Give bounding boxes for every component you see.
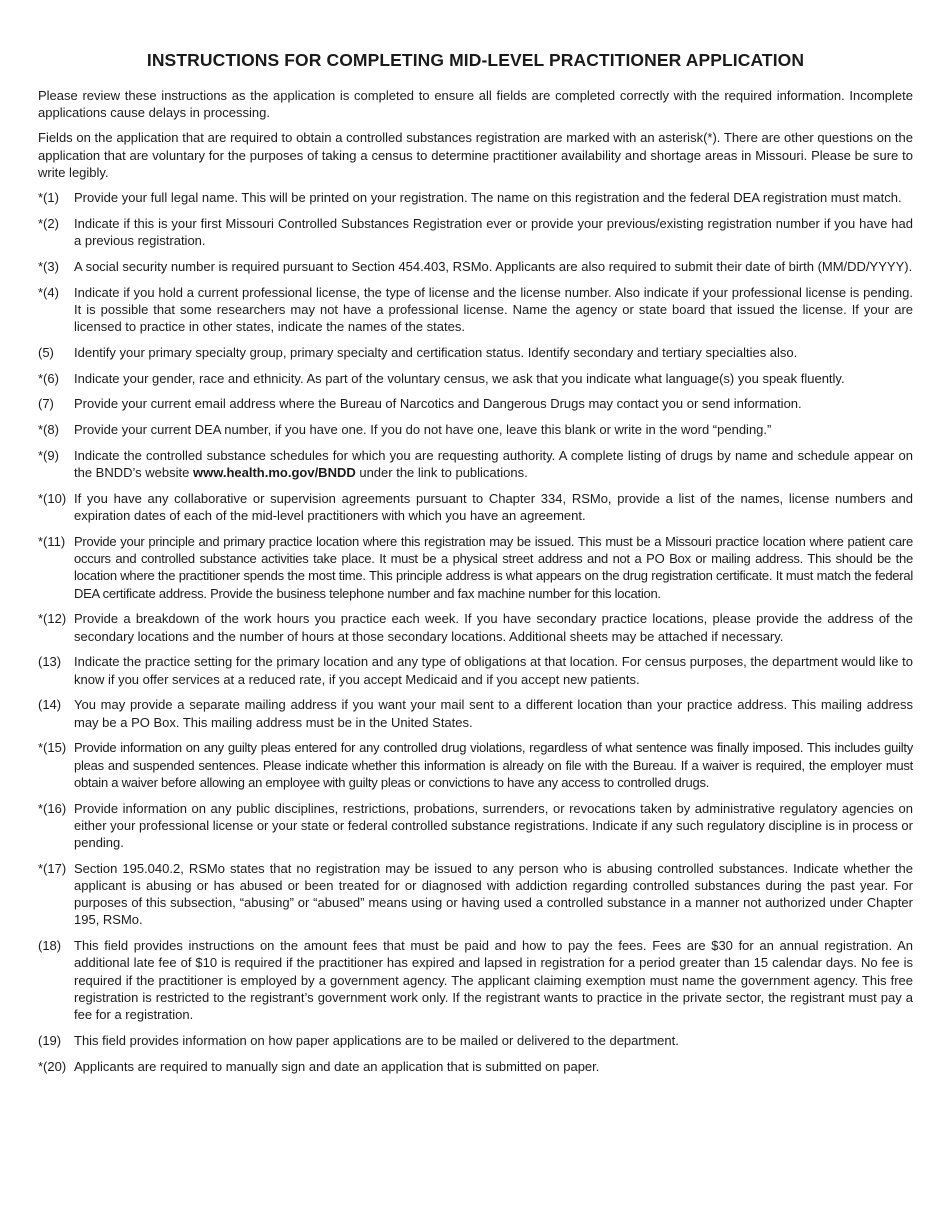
- item-number: *(15): [38, 740, 67, 756]
- instruction-item-14: [38, 696, 913, 730]
- item-number: *(8): [38, 422, 59, 438]
- item-text: A social security number is required pursuant to Section 454.403, RSMo. Applicants are also required to submit their date of birth (MM/DD/YYYY).: [74, 258, 913, 274]
- item-number: (7): [38, 396, 54, 412]
- instruction-item-12: [38, 610, 913, 644]
- item-number: *(2): [38, 215, 59, 231]
- instruction-item-7: [38, 395, 913, 412]
- item-number: *(1): [38, 190, 59, 206]
- item-text: [74, 447, 913, 481]
- item-number: *(12): [38, 611, 67, 627]
- item-text: Provide information on any guilty pleas entered for any controlled drug violations, regardless of what sentence was finally imposed. This includes guilty pleas and suspended sentences. Please indicate whether this information is already on file with the Bureau. If a waiver is required, the employer must obtain a waiver before allowing an employee with guilty pleas or convictions to have any access to controlled drugs.: [74, 740, 913, 790]
- page-title: INSTRUCTIONS FOR COMPLETING MID-LEVEL PRACTITIONER APPLICATION: [146, 50, 805, 70]
- instruction-item-8: [38, 421, 913, 438]
- instruction-item-16: [38, 800, 913, 852]
- bndd-website-link[interactable]: www.health.mo.gov/BNDD: [192, 465, 356, 481]
- item-text: You may provide a separate mailing address if you want your mail sent to a different location than your practice address. This mailing address may be a PO Box. This mailing address must be in the United States.: [74, 697, 913, 730]
- item-text: Provide a breakdown of the work hours you practice each week. If you have secondary practice locations, please provide the address of the secondary locations and the number of hours at those secondary locations. Additional sheets may be attached if necessary.: [74, 611, 913, 644]
- item-text: Indicate if you hold a current professional license, the type of license and the license number. Also indicate if your professional license is pending. It is possible that some researchers may not have a professional license. Name the agency or state board that issued the license. If your are licensed to practice in other states, indicate the names of the states.: [74, 284, 913, 335]
- item-number: (14): [38, 697, 62, 713]
- instruction-item-20: [38, 1058, 913, 1075]
- instruction-item-6: [38, 370, 913, 387]
- item-text: Provide your current DEA number, if you have one. If you do not have one, leave this blank or write in the word “pending.”: [74, 422, 772, 438]
- item-number: *(11): [38, 534, 66, 549]
- item-text: Identify your primary specialty group, primary specialty and certification status. Identify secondary and tertiary specialties also.: [74, 344, 798, 360]
- item-text: Provide information on any public disciplines, restrictions, probations, surrenders, or revocations taken by administrative regulatory agencies on either your professional license or your state or federal controlled substance registrations. Indicate if any such regulatory discipline is in process or pending.: [74, 800, 913, 851]
- item-text: Indicate if this is your first Missouri Controlled Substances Registration ever or provide your previous/existing registration number if you have had a previous registration.: [74, 215, 913, 249]
- item-number: *(20): [38, 1058, 67, 1074]
- item-number: *(6): [38, 370, 59, 386]
- instruction-item-17: [38, 860, 913, 929]
- item-text-after-link: under the link to publications.: [355, 465, 528, 481]
- instruction-item-19: [38, 1032, 913, 1049]
- item-text: Indicate your gender, race and ethnicity. As part of the voluntary census, we ask that you indicate what language(s) you speak fluently.: [74, 370, 845, 386]
- item-text-before-link: Indicate the controlled substance schedules for which you are requesting authority. A complete listing of drugs by name and schedule appear on the BNDD’s website: [74, 448, 913, 481]
- instruction-item-3: [38, 258, 913, 275]
- item-number: *(4): [38, 284, 59, 300]
- item-number: (5): [38, 344, 54, 360]
- item-number: (13): [38, 654, 62, 670]
- item-number: (19): [38, 1032, 62, 1048]
- intro-paragraph-fields: Fields on the application that are required to obtain a controlled substances registration are marked with an asterisk(*). There are other questions on the application that are voluntary for the purposes of taking a census to determine practitioner availability and shortage areas in Missouri. Please be sure to write legibly.: [38, 130, 913, 180]
- item-text: Provide your principle and primary practice location where this registration may be issued. This must be a Missouri practice location where patient care occurs and controlled substance activities take place. It must be a physical street address and not a PO Box or mailing address. This should be the location where the practitioner spends the most time. This principle address is what appears on the drug registration certificate. It must match the federal DEA certificate address. Provide the business telephone number and fax machine number for this location.: [74, 534, 913, 601]
- instruction-item-4: [38, 284, 913, 336]
- instruction-item-9: [38, 447, 913, 481]
- instruction-item-5: [38, 344, 913, 361]
- item-text: Indicate the practice setting for the primary location and any type of obligations at that location. For census purposes, the department would like to know if you offer services at a reduced rate, if you accept Medicaid and if you accept new patients.: [74, 654, 913, 687]
- instruction-list: [38, 189, 913, 1075]
- instruction-item-18: [38, 937, 913, 1023]
- item-number: *(10): [38, 491, 67, 506]
- item-number: *(3): [38, 258, 59, 274]
- item-text: This field provides instructions on the amount fees that must be paid and how to pay the fees. Fees are $30 for an annual registration. An additional late fee of $10 is required if the practitioner has expired and lapsed in registration for a period greater than 15 calendar days. No fee is required if the practitioner is employed by a government agency. The applicant claiming exemption must name the government agency. This free registration is restricted to the registrant’s government work only. If the registrant wants to practice in the private sector, the registrant must pay a fee for a registration.: [74, 938, 913, 1023]
- item-text: Section 195.040.2, RSMo states that no registration may be issued to any person who is abusing controlled substances. Indicate whether the applicant is abusing or has abused or been treated for or diagnosed with addiction regarding controlled substances during the past year. For purposes of this subsection, “abusing” or “abused” means using or having used a controlled substance in a manner not authorized under Chapter 195, RSMo.: [74, 860, 913, 928]
- instruction-item-2: [38, 215, 913, 249]
- item-number: *(9): [38, 448, 59, 463]
- instruction-item-1: [38, 189, 913, 206]
- instruction-item-13: [38, 653, 913, 687]
- intro-paragraph-review: Please review these instructions as the application is completed to ensure all fields are completed correctly with the required information. Incomplete applications cause delays in processing.: [38, 88, 913, 121]
- item-number: *(16): [38, 800, 67, 816]
- item-text: Provide your current email address where the Bureau of Narcotics and Dangerous Drugs may contact you or send information.: [74, 396, 802, 412]
- instruction-item-10: [38, 490, 913, 524]
- instructions-page: [38, 50, 913, 1083]
- item-text: This field provides information on how paper applications are to be mailed or delivered to the department.: [74, 1032, 679, 1048]
- item-text: Applicants are required to manually sign and date an application that is submitted on paper.: [74, 1058, 600, 1074]
- instruction-item-11: [38, 533, 913, 602]
- item-text: If you have any collaborative or supervision agreements pursuant to Chapter 334, RSMo, provide a list of the names, license numbers and expiration dates of each of the mid-level practitioners with which you have an agreement.: [74, 491, 913, 524]
- item-number: (18): [38, 938, 62, 954]
- item-number: *(17): [38, 860, 67, 876]
- item-text: Provide your full legal name. This will be printed on your registration. The name on this registration and the federal DEA registration must match.: [74, 190, 902, 206]
- instruction-item-15: [38, 739, 913, 791]
